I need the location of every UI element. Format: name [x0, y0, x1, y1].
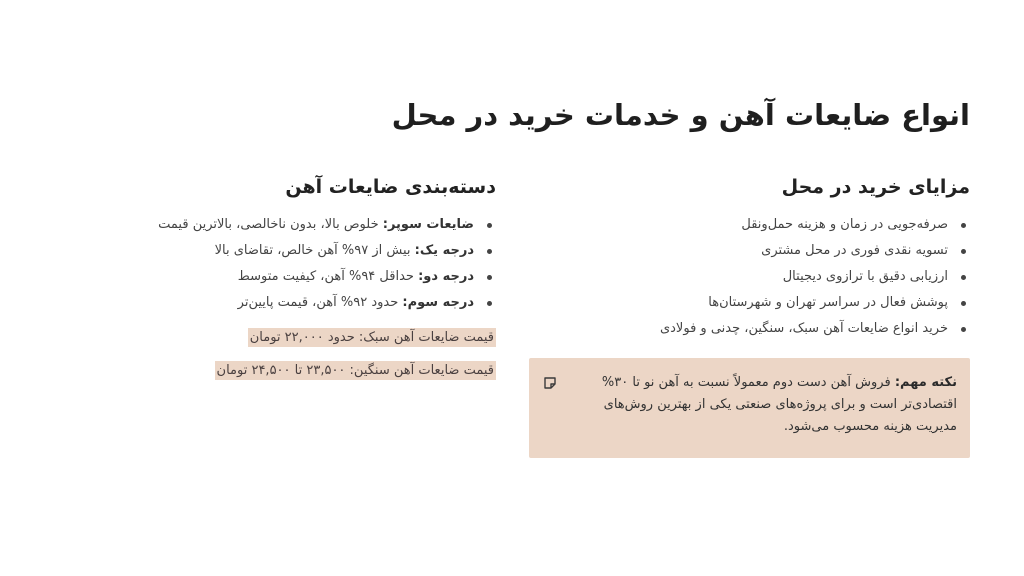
- benefit-text: پوشش فعال در سراسر تهران و شهرستان‌ها: [708, 295, 948, 310]
- price-heavy-scrap: قیمت ضایعات آهن سنگین: ۲۳,۵۰۰ تا ۲۴,۵۰۰ تومان: [216, 363, 494, 378]
- list-item: [528, 290, 970, 316]
- category-label: ضایعات سوپر:: [382, 217, 474, 232]
- list-item: [158, 212, 496, 238]
- category-text: بیش از ۹۷% آهن خالص، تقاضای بالا: [214, 243, 411, 258]
- categories-list: [158, 212, 496, 316]
- list-item: [166, 264, 496, 290]
- bullet-icon: [961, 275, 966, 280]
- list-item: [528, 212, 970, 238]
- benefits-heading: مزایای خرید در محل: [781, 176, 970, 198]
- benefit-text: تسویه نقدی فوری در محل مشتری: [761, 243, 948, 258]
- benefit-text: صرفه‌جویی در زمان و هزینه حمل‌ونقل: [741, 217, 948, 232]
- category-label: درجه سوم:: [402, 295, 474, 310]
- benefit-text: خرید انواع ضایعات آهن سبک، سنگین، چدنی و فولادی: [659, 321, 948, 336]
- bullet-icon: [487, 275, 492, 280]
- bullet-icon: [961, 301, 966, 306]
- benefits-section: [528, 176, 970, 342]
- list-item: [528, 238, 970, 264]
- category-text: خلوص بالا، بدون ناخالصی، بالاترین قیمت: [158, 217, 379, 232]
- bullet-icon: [961, 249, 966, 254]
- category-label: درجه یک:: [414, 243, 474, 258]
- note-label: نکته مهم:: [894, 375, 957, 390]
- bullet-icon: [961, 327, 966, 332]
- list-item: [166, 238, 496, 264]
- list-item: [166, 290, 496, 316]
- categories-section: [158, 176, 496, 392]
- bullet-icon: [961, 223, 966, 228]
- list-item: [528, 316, 970, 342]
- important-note: [529, 358, 970, 458]
- bullet-icon: [487, 249, 492, 254]
- category-text: حداقل ۹۴% آهن، کیفیت متوسط: [237, 269, 414, 284]
- bullet-icon: [487, 301, 492, 306]
- page-title: انواع ضایعات آهن و خدمات خرید در محل: [391, 98, 970, 132]
- price-light-scrap: قیمت ضایعات آهن سبک: حدود ۲۲,۰۰۰ تومان: [249, 330, 494, 345]
- benefits-list: [528, 212, 970, 342]
- benefit-text: ارزیابی دقیق با ترازوی دیجیتال: [782, 269, 948, 284]
- category-text: حدود ۹۲% آهن، قیمت پایین‌تر: [237, 295, 399, 310]
- category-label: درجه دو:: [418, 269, 474, 284]
- bullet-icon: [487, 223, 492, 228]
- note-icon: [543, 376, 557, 390]
- list-item: [528, 264, 970, 290]
- categories-heading: دسته‌بندی ضایعات آهن: [285, 176, 496, 198]
- price-list: [166, 326, 496, 392]
- note-text: فروش آهن دست دوم معمولاً نسبت به آهن نو تا ۳۰% اقتصادی‌تر است و برای پروژه‌های صنعتی یکی از بهترین روش‌های مدیریت هزینه محسوب می‌شود.: [601, 375, 957, 434]
